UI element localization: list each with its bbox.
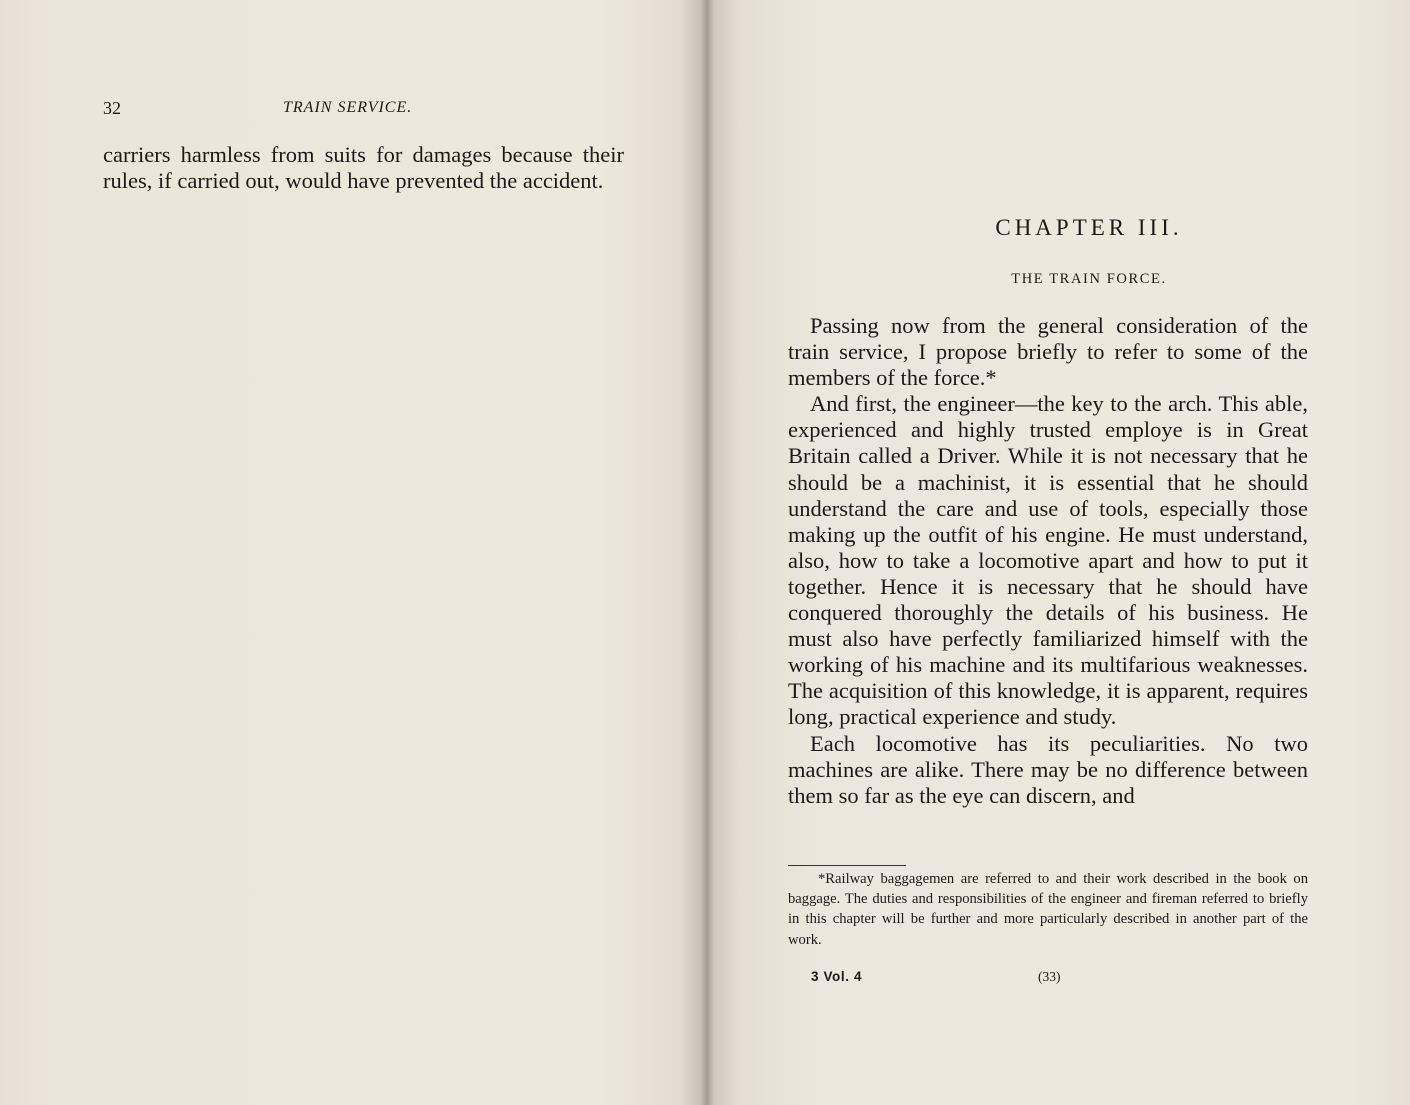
paragraph: Passing now from the general consideration of the train service, I propose briefly to refer to some of the members of the force.* [788,313,1308,391]
page-number: 32 [103,98,121,118]
chapter-body [788,313,1308,809]
paragraph: And first, the engineer—the key to the arch. This able, experienced and highly trusted employe is in Great Britain called a Driver. While it is not necessary that he should be a machinist, it is essential that he should understand the care and use of tools, especially those making up the outfit of his engine. He must understand, also, how to take a locomotive apart and how to put it together. Hence it is necessary that he should have conquered thoroughly the details of his business. He must also have perfectly familiarized himself with the working of his machine and its multifarious weaknesses. The acquisition of this knowledge, it is apparent, requires long, practical experience and study. [788,391,1308,730]
footnote-divider [788,865,906,866]
chapter-subtitle: THE TRAIN FORCE. [1011,271,1167,287]
right-page [708,0,1410,1105]
signature-mark: 3 Vol. 4 [811,969,863,984]
chapter-title: CHAPTER III. [995,215,1183,240]
paragraph: Each locomotive has its peculiarities. No two machines are alike. There may be no difference between them so far as the eye can discern, and [788,730,1308,808]
running-head [103,98,623,122]
footnote: *Railway baggagemen are referred to and their work described in the book on baggage. The duties and responsibilities of the engineer and fireman referred to briefly in this chapter will be further and more particularly described in another part of the work. [788,871,1308,948]
running-title: TRAIN SERVICE. [283,99,413,116]
page-number: (33) [1038,969,1061,984]
left-page-text: carriers harmless from suits for damages because their rules, if carried out, would have prevented the accident. [103,142,624,194]
